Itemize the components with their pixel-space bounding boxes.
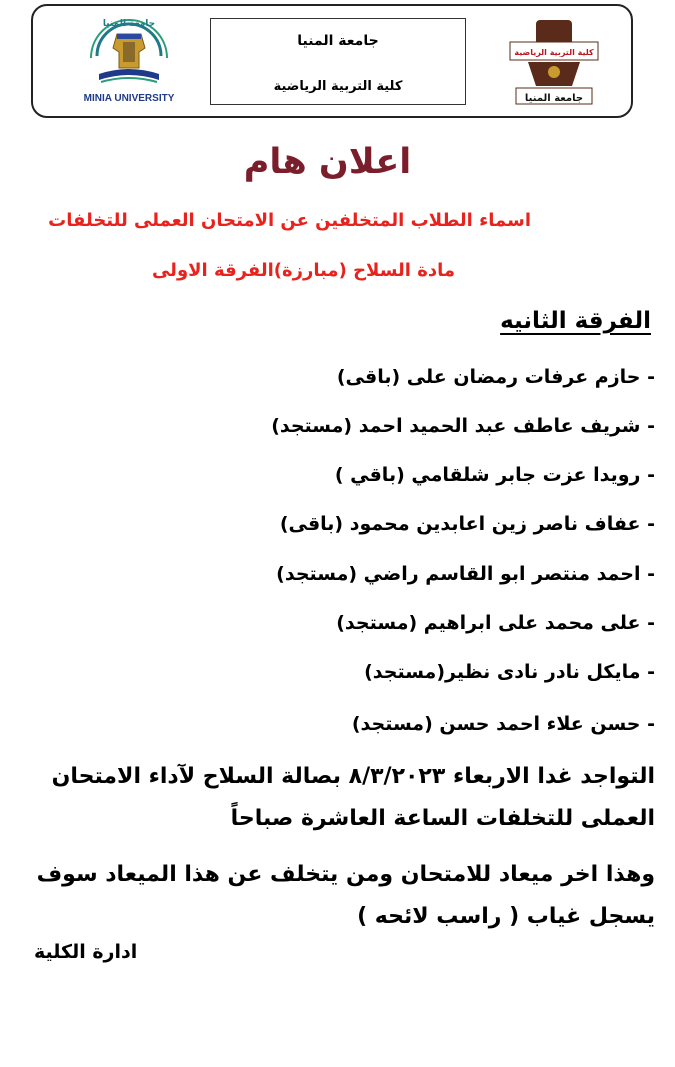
svg-text:جامعة المنيا: جامعة المنيا [102,19,156,29]
exam-date-line-2: العملى للتخلفات الساعة العاشرة صباحاً [230,806,655,831]
faculty-name: كلية التربية الرياضية [273,79,403,94]
student-item: - حسن علاء احمد حسن (مستجد) [351,713,655,735]
student-item: - رويدا عزت جابر شلقامي (باقي ) [334,464,655,486]
subtitle-line-1: اسماء الطلاب المتخلفين عن الامتحان العملى للتخلفات [48,210,531,231]
warning-line-2: يسجل غياب ( راسب لائحه ) [357,904,655,929]
header-title-box [210,18,466,105]
minia-university-logo [79,12,179,104]
exam-date-line-1: التواجد غدا الاربعاء ٨/٣/٢٠٢٣ بصالة السلاح لآداء الامتحان [51,764,655,789]
faculty-emblem-logo-icon [506,16,602,108]
section-heading: الفرقة الثانيه [500,308,651,334]
announcement-title: اعلان هام [243,142,412,182]
header-box [31,4,633,118]
svg-text:كلية التربية الرياضية: كلية التربية الرياضية [514,48,594,57]
student-item: - شريف عاطف عبد الحميد احمد (مستجد) [271,415,655,437]
faculty-logo [506,16,602,108]
student-item: - احمد منتصر ابو القاسم راضي (مستجد) [276,563,655,585]
pharaoh-head-logo-icon [79,12,179,92]
subtitle-line-2: مادة السلاح (مبارزة)الفرقة الاولى [151,260,455,281]
svg-text:جامعة المنيا: جامعة المنيا [524,93,584,104]
student-item: - حازم عرفات رمضان على (باقى) [336,366,655,388]
signature: ادارة الكلية [34,941,138,963]
logo-caption: MINIA UNIVERSITY [83,93,175,104]
student-item: - على محمد على ابراهيم (مستجد) [336,612,655,634]
university-name: جامعة المنيا [297,33,379,49]
warning-line-1: وهذا اخر ميعاد للامتحان ومن يتخلف عن هذا الميعاد سوف [36,862,655,887]
student-item: - عفاف ناصر زين اعابدين محمود (باقى) [279,513,655,535]
student-item: - مايكل نادر نادى نظير(مستجد) [364,661,655,683]
